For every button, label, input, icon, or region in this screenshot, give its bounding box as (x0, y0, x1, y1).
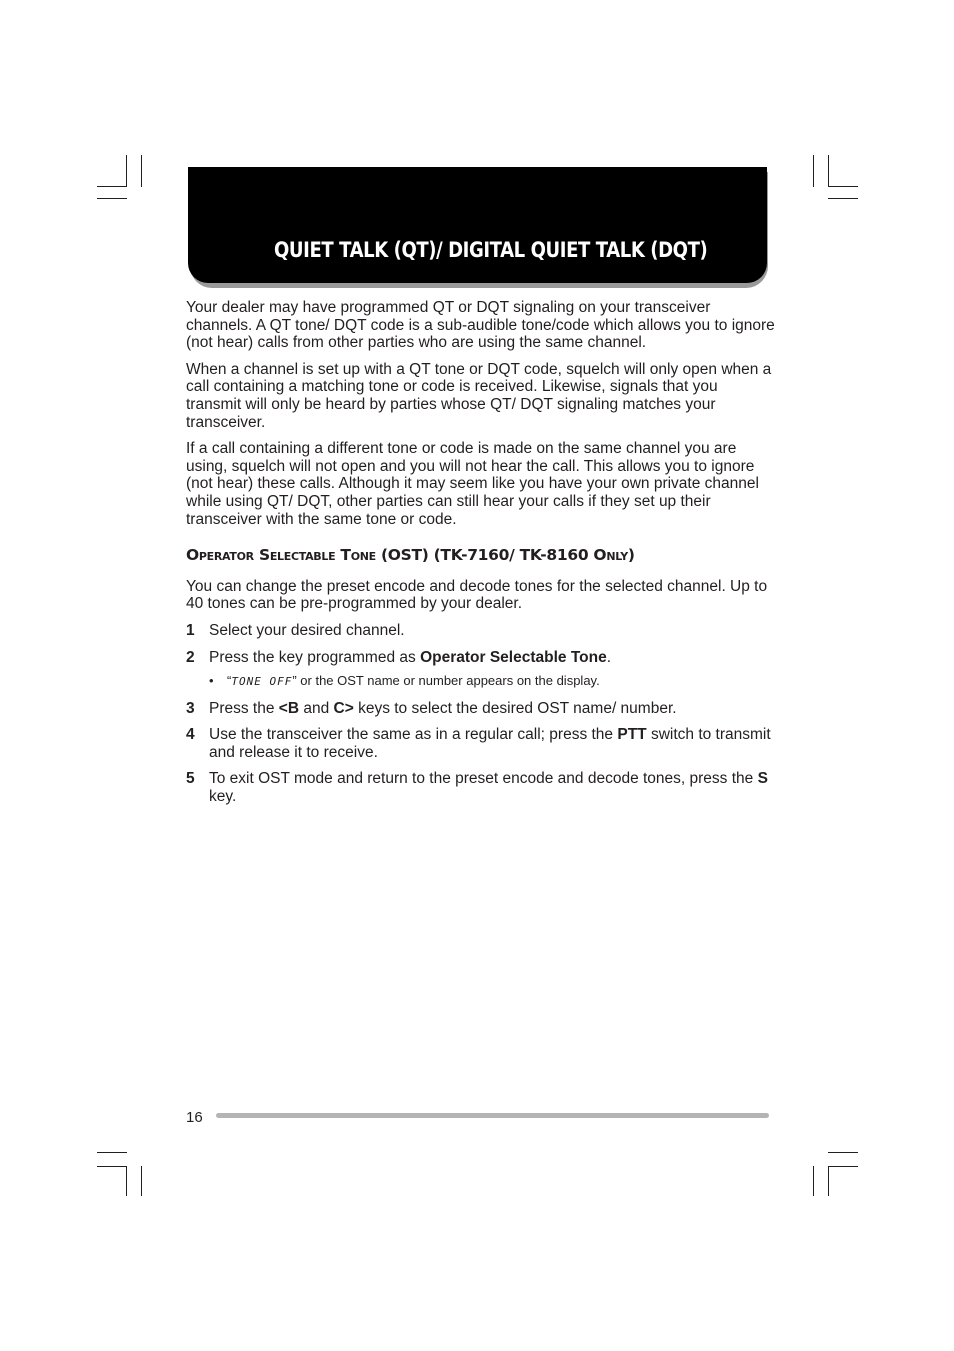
step-text: To exit OST mode and return to the preset encode and decode tones, press the (209, 770, 758, 788)
page-title: QUIET TALK (QT)/ DIGITAL QUIET TALK (DQT) (274, 238, 708, 262)
intro-paragraph: Your dealer may have programmed QT or DQT signaling on your transceiver channels. A QT tone/ DQT code is a sub-audible tone/code which allows you to ignore (not hear) calls from other parties who are using the same channel. (186, 299, 775, 352)
crop-mark (97, 198, 127, 199)
crop-mark (813, 155, 814, 187)
main-content (186, 299, 776, 815)
heading-part: O (593, 546, 607, 565)
crop-mark (828, 198, 858, 199)
crop-mark (828, 155, 829, 187)
crop-mark (828, 1166, 829, 1196)
note-body: or the OST name or number appears on the display. (296, 673, 600, 689)
step-number: 2 (186, 648, 195, 666)
key-label: S (757, 770, 768, 788)
crop-mark (828, 1166, 858, 1167)
key-label: <B (278, 699, 300, 717)
heading-part: ONE (350, 550, 376, 564)
crop-mark (828, 186, 858, 187)
step-item (186, 770, 776, 805)
crop-mark (813, 1166, 814, 1196)
crop-mark (97, 1152, 127, 1153)
title-banner (188, 167, 767, 283)
display-note (186, 672, 776, 691)
crop-mark (141, 155, 142, 187)
quote-mark: ” (292, 673, 297, 689)
step-number: 1 (186, 621, 195, 639)
step-number: 4 (186, 726, 195, 744)
heading-part: (OST) (TK-7160/ TK-8160 (380, 546, 589, 565)
ost-description: You can change the preset encode and decode tones for the selected channel. Up to 40 tones can be pre-programmed by your dealer. (186, 577, 768, 613)
note-text (227, 673, 600, 688)
step-text: Press the key programmed as (209, 648, 421, 666)
step-text: switch to transmit and release it to receive. (209, 726, 771, 761)
intro-paragraph: When a channel is set up with a QT tone or DQT code, squelch will only open when a call containing a matching tone or code is received. Likewise, signals that you transmit will only be heard by parties whose QT/ DQT signaling matches your transceiver. (186, 360, 772, 431)
key-label: C> (333, 699, 354, 717)
heading-part: NLY (606, 550, 628, 564)
step-text: Use the transceiver the same as in a regular call; press the (209, 726, 618, 744)
heading-part: O (186, 546, 199, 565)
step-list (186, 622, 776, 806)
step-item (186, 726, 776, 761)
crop-mark (126, 155, 127, 187)
step-item (186, 700, 776, 718)
step-text: and (299, 699, 334, 717)
step-item (186, 649, 776, 667)
crop-mark (97, 186, 127, 187)
heading-part: ) (627, 546, 635, 565)
lcd-display-text: TONE OFF (231, 675, 293, 689)
bullet-icon: • (209, 673, 214, 689)
step-text: Press the (209, 699, 279, 717)
crop-mark (828, 1152, 858, 1153)
heading-part: PERATOR (198, 550, 254, 564)
step-number: 3 (186, 699, 195, 717)
section-heading-ost (186, 547, 776, 566)
step-text: Select your desired channel. (209, 621, 405, 639)
step-item (186, 622, 776, 640)
footer-rule (216, 1113, 769, 1118)
crop-mark (97, 1166, 127, 1167)
quote-mark: “ (227, 673, 232, 689)
crop-mark (141, 1166, 142, 1196)
key-label: PTT (617, 726, 647, 744)
heading-part: S (258, 546, 270, 565)
page-number: 16 (186, 1109, 203, 1126)
step-text: key. (209, 788, 237, 806)
step-text: keys to select the desired OST name/ number. (353, 699, 677, 717)
step-number: 5 (186, 770, 195, 788)
heading-part: ELECTABLE (269, 550, 336, 564)
step-text: . (606, 648, 612, 666)
step-bold: Operator Selectable Tone (420, 648, 607, 666)
intro-paragraph: If a call containing a different tone or code is made on the same channel you are using, squelch will not open and you will not hear the call. This allows you to ignore (not hear) these calls. Although it may seem like you have your own private channel while using QT/ DQT, other parties can still hear your calls if they set up their transceiver with the same tone or code. (186, 440, 759, 528)
heading-part: T (340, 546, 351, 565)
crop-mark (126, 1166, 127, 1196)
